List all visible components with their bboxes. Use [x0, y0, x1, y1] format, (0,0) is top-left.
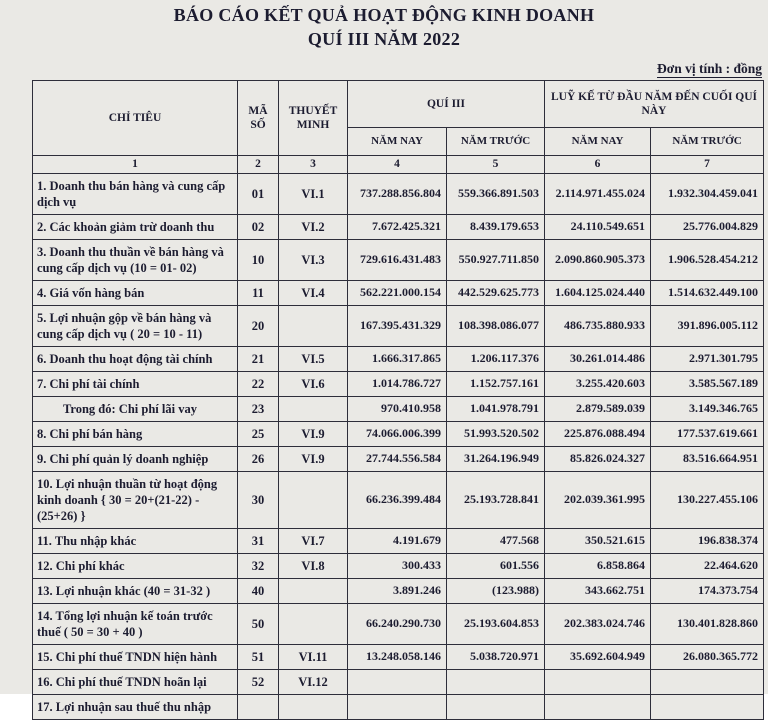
row-lk-nam-nay: 6.858.864	[545, 554, 651, 579]
table-row	[33, 645, 764, 670]
unit-label: Đơn vị tính : đồng	[656, 61, 762, 76]
row-q3-nam-nay	[348, 670, 447, 695]
row-lk-nam-truoc: 26.080.365.772	[651, 645, 764, 670]
header-qui-iii: QUÍ III	[348, 81, 545, 128]
row-ma-so: 21	[238, 347, 279, 372]
row-q3-nam-truoc: (123.988)	[447, 579, 545, 604]
table-row	[33, 240, 764, 281]
row-lk-nam-nay	[545, 695, 651, 720]
row-q3-nam-nay: 66.240.290.730	[348, 604, 447, 645]
table-row	[33, 447, 764, 472]
header-lk-nam-truoc: NĂM TRƯỚC	[651, 128, 764, 156]
row-lk-nam-nay: 1.604.125.024.440	[545, 281, 651, 306]
row-ma-so: 32	[238, 554, 279, 579]
row-lk-nam-truoc: 22.464.620	[651, 554, 764, 579]
row-lk-nam-truoc: 391.896.005.112	[651, 306, 764, 347]
col-number: 2	[238, 156, 279, 174]
table-row	[33, 695, 764, 720]
row-ma-so: 40	[238, 579, 279, 604]
row-lk-nam-truoc	[651, 695, 764, 720]
col-number: 6	[545, 156, 651, 174]
row-thuyet-minh: VI.5	[279, 347, 348, 372]
table-row	[33, 347, 764, 372]
row-thuyet-minh	[279, 579, 348, 604]
row-q3-nam-truoc: 1.152.757.161	[447, 372, 545, 397]
table-row	[33, 281, 764, 306]
table-row	[33, 472, 764, 529]
row-lk-nam-nay: 2.879.589.039	[545, 397, 651, 422]
report-title-block	[0, 0, 768, 50]
table-row	[33, 579, 764, 604]
row-thuyet-minh: VI.8	[279, 554, 348, 579]
table-row	[33, 397, 764, 422]
row-label: Trong đó: Chi phí lãi vay	[33, 397, 238, 422]
row-q3-nam-truoc: 559.366.891.503	[447, 174, 545, 215]
header-q3-nam-truoc: NĂM TRƯỚC	[447, 128, 545, 156]
row-q3-nam-nay: 3.891.246	[348, 579, 447, 604]
row-lk-nam-nay: 343.662.751	[545, 579, 651, 604]
table-row	[33, 604, 764, 645]
row-q3-nam-nay: 74.066.006.399	[348, 422, 447, 447]
row-ma-so: 20	[238, 306, 279, 347]
row-q3-nam-truoc: 1.206.117.376	[447, 347, 545, 372]
row-label: 12. Chi phí khác	[33, 554, 238, 579]
row-ma-so: 50	[238, 604, 279, 645]
header-q3-nam-nay: NĂM NAY	[348, 128, 447, 156]
row-ma-so: 52	[238, 670, 279, 695]
header-row-numbers	[33, 156, 764, 174]
row-q3-nam-nay: 7.672.425.321	[348, 215, 447, 240]
unit-line	[0, 60, 768, 78]
row-q3-nam-truoc: 442.529.625.773	[447, 281, 545, 306]
row-ma-so	[238, 695, 279, 720]
col-number: 4	[348, 156, 447, 174]
table-row	[33, 306, 764, 347]
row-label: 14. Tổng lợi nhuận kế toán trước thuế ( 50 = 30 + 40 )	[33, 604, 238, 645]
row-lk-nam-truoc: 3.149.346.765	[651, 397, 764, 422]
row-thuyet-minh: VI.11	[279, 645, 348, 670]
row-lk-nam-truoc: 1.906.528.454.212	[651, 240, 764, 281]
row-q3-nam-truoc: 25.193.604.853	[447, 604, 545, 645]
row-thuyet-minh: VI.3	[279, 240, 348, 281]
col-number: 7	[651, 156, 764, 174]
row-q3-nam-truoc: 1.041.978.791	[447, 397, 545, 422]
row-q3-nam-truoc	[447, 695, 545, 720]
row-ma-so: 26	[238, 447, 279, 472]
row-lk-nam-nay: 350.521.615	[545, 529, 651, 554]
col-number: 5	[447, 156, 545, 174]
row-q3-nam-truoc: 601.556	[447, 554, 545, 579]
row-q3-nam-nay: 1.666.317.865	[348, 347, 447, 372]
row-lk-nam-nay: 202.383.024.746	[545, 604, 651, 645]
row-lk-nam-truoc: 174.373.754	[651, 579, 764, 604]
row-label: 7. Chi phí tài chính	[33, 372, 238, 397]
row-label: 9. Chi phí quản lý doanh nghiệp	[33, 447, 238, 472]
row-q3-nam-nay: 167.395.431.329	[348, 306, 447, 347]
header-row-main	[33, 81, 764, 128]
row-label: 3. Doanh thu thuần về bán hàng và cung cấp dịch vụ (10 = 01- 02)	[33, 240, 238, 281]
row-thuyet-minh: VI.7	[279, 529, 348, 554]
row-thuyet-minh	[279, 604, 348, 645]
row-lk-nam-truoc	[651, 670, 764, 695]
row-label: 13. Lợi nhuận khác (40 = 31-32 )	[33, 579, 238, 604]
row-q3-nam-truoc: 550.927.711.850	[447, 240, 545, 281]
col-number: 3	[279, 156, 348, 174]
row-label: 1. Doanh thu bán hàng và cung cấp dịch vụ	[33, 174, 238, 215]
row-ma-so: 31	[238, 529, 279, 554]
row-ma-so: 01	[238, 174, 279, 215]
row-label: 8. Chi phí bán hàng	[33, 422, 238, 447]
income-statement-table	[32, 80, 764, 720]
row-lk-nam-truoc: 177.537.619.661	[651, 422, 764, 447]
row-q3-nam-truoc: 108.398.086.077	[447, 306, 545, 347]
row-lk-nam-nay: 35.692.604.949	[545, 645, 651, 670]
table-row	[33, 529, 764, 554]
header-chi-tieu: CHỈ TIÊU	[33, 81, 238, 156]
row-q3-nam-nay: 4.191.679	[348, 529, 447, 554]
row-lk-nam-nay: 202.039.361.995	[545, 472, 651, 529]
table-row	[33, 422, 764, 447]
row-thuyet-minh	[279, 695, 348, 720]
row-thuyet-minh: VI.2	[279, 215, 348, 240]
row-lk-nam-truoc: 130.401.828.860	[651, 604, 764, 645]
report-table-body	[33, 174, 764, 720]
row-lk-nam-nay: 30.261.014.486	[545, 347, 651, 372]
row-q3-nam-truoc: 51.993.520.502	[447, 422, 545, 447]
row-q3-nam-truoc: 25.193.728.841	[447, 472, 545, 529]
row-q3-nam-truoc: 31.264.196.949	[447, 447, 545, 472]
row-q3-nam-truoc: 5.038.720.971	[447, 645, 545, 670]
row-thuyet-minh: VI.1	[279, 174, 348, 215]
table-row	[33, 174, 764, 215]
row-q3-nam-nay: 300.433	[348, 554, 447, 579]
row-thuyet-minh: VI.9	[279, 447, 348, 472]
row-label: 2. Các khoản giảm trừ doanh thu	[33, 215, 238, 240]
row-lk-nam-nay: 225.876.088.494	[545, 422, 651, 447]
row-lk-nam-truoc: 130.227.455.106	[651, 472, 764, 529]
row-label: 6. Doanh thu hoạt động tài chính	[33, 347, 238, 372]
row-lk-nam-nay: 2.090.860.905.373	[545, 240, 651, 281]
table-row	[33, 215, 764, 240]
row-q3-nam-truoc: 477.568	[447, 529, 545, 554]
row-lk-nam-nay	[545, 670, 651, 695]
row-thuyet-minh: VI.12	[279, 670, 348, 695]
row-q3-nam-truoc: 8.439.179.653	[447, 215, 545, 240]
table-row	[33, 372, 764, 397]
row-thuyet-minh	[279, 397, 348, 422]
row-label: 16. Chi phí thuế TNDN hoãn lại	[33, 670, 238, 695]
row-ma-so: 22	[238, 372, 279, 397]
row-label: 11. Thu nhập khác	[33, 529, 238, 554]
row-q3-nam-nay	[348, 695, 447, 720]
row-thuyet-minh	[279, 306, 348, 347]
row-lk-nam-nay: 85.826.024.327	[545, 447, 651, 472]
row-thuyet-minh	[279, 472, 348, 529]
col-number: 1	[33, 156, 238, 174]
row-lk-nam-nay: 3.255.420.603	[545, 372, 651, 397]
row-lk-nam-truoc: 25.776.004.829	[651, 215, 764, 240]
row-q3-nam-nay: 1.014.786.727	[348, 372, 447, 397]
row-q3-nam-nay: 13.248.058.146	[348, 645, 447, 670]
row-label: 15. Chi phí thuế TNDN hiện hành	[33, 645, 238, 670]
report-subtitle: QUÍ III NĂM 2022	[307, 29, 461, 49]
row-thuyet-minh: VI.4	[279, 281, 348, 306]
row-label: 17. Lợi nhuận sau thuế thu nhập	[33, 695, 238, 720]
header-luy-ke: LUỸ KẾ TỪ ĐẦU NĂM ĐẾN CUỐI QUÍ NÀY	[545, 81, 764, 128]
row-label: 4. Giá vốn hàng bán	[33, 281, 238, 306]
header-thuyet-minh: THUYẾT MINH	[279, 81, 348, 156]
row-q3-nam-nay: 970.410.958	[348, 397, 447, 422]
row-lk-nam-truoc: 83.516.664.951	[651, 447, 764, 472]
row-q3-nam-nay: 27.744.556.584	[348, 447, 447, 472]
report-title: BÁO CÁO KẾT QUẢ HOẠT ĐỘNG KINH DOANH	[173, 5, 595, 25]
row-q3-nam-truoc	[447, 670, 545, 695]
row-lk-nam-truoc: 196.838.374	[651, 529, 764, 554]
row-lk-nam-truoc: 2.971.301.795	[651, 347, 764, 372]
row-q3-nam-nay: 729.616.431.483	[348, 240, 447, 281]
row-q3-nam-nay: 737.288.856.804	[348, 174, 447, 215]
row-lk-nam-truoc: 1.932.304.459.041	[651, 174, 764, 215]
row-thuyet-minh: VI.6	[279, 372, 348, 397]
row-q3-nam-nay: 66.236.399.484	[348, 472, 447, 529]
row-q3-nam-nay: 562.221.000.154	[348, 281, 447, 306]
row-lk-nam-nay: 24.110.549.651	[545, 215, 651, 240]
row-ma-so: 10	[238, 240, 279, 281]
row-ma-so: 11	[238, 281, 279, 306]
row-lk-nam-nay: 2.114.971.455.024	[545, 174, 651, 215]
table-row	[33, 554, 764, 579]
header-ma-so: MÃ SỐ	[238, 81, 279, 156]
row-label: 10. Lợi nhuận thuần từ hoạt động kinh doanh { 30 = 20+(21-22) - (25+26) }	[33, 472, 238, 529]
row-ma-so: 25	[238, 422, 279, 447]
header-lk-nam-nay: NĂM NAY	[545, 128, 651, 156]
row-lk-nam-truoc: 3.585.567.189	[651, 372, 764, 397]
row-ma-so: 23	[238, 397, 279, 422]
row-label: 5. Lợi nhuận gộp về bán hàng và cung cấp dịch vụ ( 20 = 10 - 11)	[33, 306, 238, 347]
row-ma-so: 51	[238, 645, 279, 670]
row-thuyet-minh: VI.9	[279, 422, 348, 447]
row-lk-nam-nay: 486.735.880.933	[545, 306, 651, 347]
table-row	[33, 670, 764, 695]
row-ma-so: 02	[238, 215, 279, 240]
row-lk-nam-truoc: 1.514.632.449.100	[651, 281, 764, 306]
row-ma-so: 30	[238, 472, 279, 529]
table-header	[33, 81, 764, 174]
